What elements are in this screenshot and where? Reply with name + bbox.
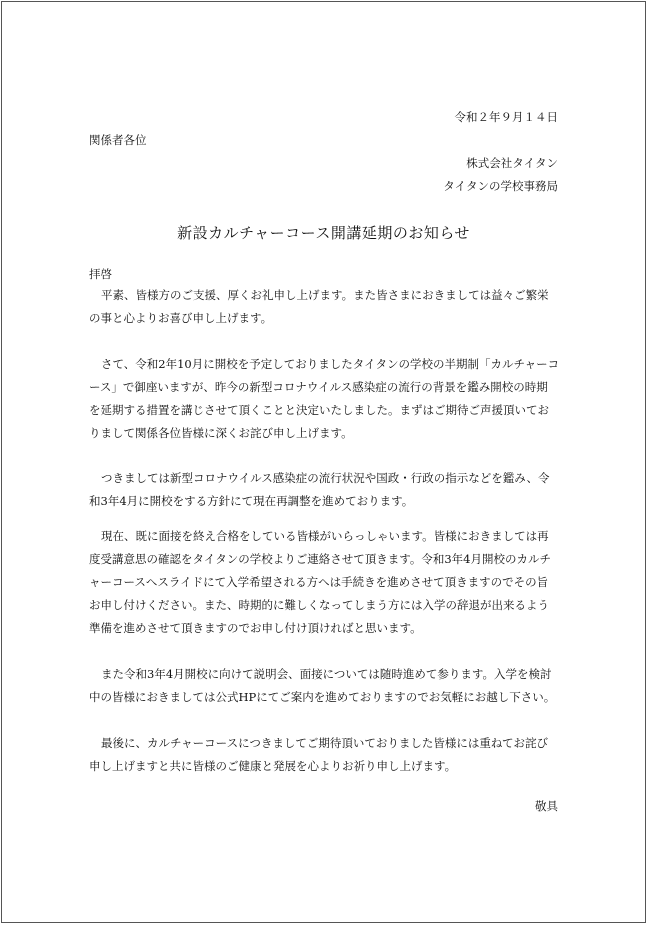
paragraph-line: を延期する措置を講じさせて頂くことと決定いたしました。まずはご期待ご声援頂いてお xyxy=(89,403,549,417)
paragraph-line: 最後に、カルチャーコースにつきましてご期待頂いておりました皆様には重ねてお詫び xyxy=(101,736,549,750)
paragraph-line: お申し付けください。また、時期的に難しくなってしまう方には入学の辞退が出来るよう xyxy=(89,598,549,612)
paragraph-line: 和3年4月に開校をする方針にて現在再調整を進めております。 xyxy=(89,494,414,508)
paragraph-3 xyxy=(89,467,550,513)
sender-office: タイタンの学校事務局 xyxy=(443,179,558,193)
document-page xyxy=(1,1,646,923)
paragraph-1 xyxy=(89,284,549,330)
paragraph-line: つきましては新型コロナウイルス感染症の流行状況や国政・行政の指示などを鑑み、令 xyxy=(101,471,550,485)
paragraph-line: ャーコースへスライドにて入学希望される方へは手続きを進めさせて頂きますのでその旨 xyxy=(89,575,549,589)
paragraph-line: 中の皆様におきましては公式HPにてご案内を進めておりますのでお気軽にお越し下さい。 xyxy=(89,690,556,704)
paragraph-line: また令和3年4月開校に向けて説明会、面接については随時進めて参ります。入学を検討 xyxy=(101,667,552,681)
paragraph-line: 度受講意思の確認をタイタンの学校よりご連絡させて頂きます。令和3年4月開校のカルチ xyxy=(89,552,551,566)
paragraph-line: さて、令和2年10月に開校を予定しておりましたタイタンの学校の半期制「カルチャーコ xyxy=(101,357,560,371)
paragraph-4 xyxy=(89,525,551,640)
document-title: 新設カルチャーコース開講延期のお知らせ xyxy=(177,224,470,242)
paragraph-line: 現在、既に面接を終え合格をしている皆様がいらっしゃいます。皆様におきましては再 xyxy=(101,529,549,543)
paragraph-2 xyxy=(89,353,559,445)
paragraph-line: りまして関係各位皆様に深くお詫び申し上げます。 xyxy=(89,426,353,440)
paragraph-line: 申し上げますと共に皆様のご健康と発展を心よりお祈り申し上げます。 xyxy=(89,759,457,773)
opening-salutation: 拝啓 xyxy=(89,267,112,281)
paragraph-line: ース」で御座いますが、昨今の新型コロナウイルス感染症の流行の背景を鑑み開校の時期 xyxy=(89,380,548,394)
addressee: 関係者各位 xyxy=(89,133,147,147)
paragraph-line: の事と心よりお喜び申し上げます。 xyxy=(89,311,273,325)
date: 令和２年９月１４日 xyxy=(454,110,558,124)
closing-salutation: 敬具 xyxy=(535,799,558,813)
paragraph-line: 準備を進めさせて頂きますのでお申し付け頂ければと思います。 xyxy=(89,621,422,635)
paragraph-5 xyxy=(89,663,555,709)
paragraph-line: 平素、皆様方のご支援、厚くお礼申し上げます。また皆さまにおきましては益々ご繁栄 xyxy=(101,288,549,302)
sender-company: 株式会社タイタン xyxy=(466,156,558,170)
paragraph-6 xyxy=(89,732,548,778)
